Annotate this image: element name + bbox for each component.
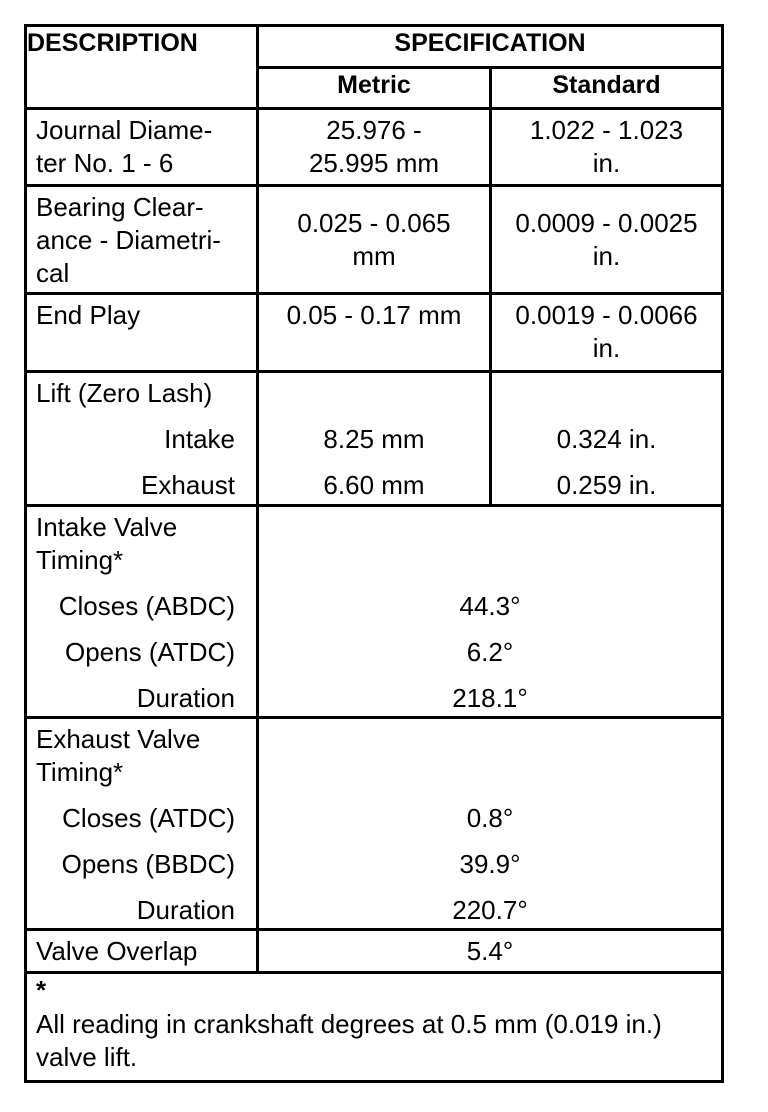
header-specification: SPECIFICATION (258, 26, 723, 68)
header-metric: Metric (258, 67, 491, 109)
intake-timing-description: Intake Valve Timing* Closes (ABDC) Opens (ATDC) Duration (26, 506, 258, 718)
table-row (26, 372, 723, 506)
bearing-description: Bearing Clear- ance - Diametri- cal (26, 186, 258, 294)
endplay-description: End Play (26, 294, 258, 372)
header-description: DESCRIPTION (26, 26, 258, 109)
lift-description: Lift (Zero Lash) Intake Exhaust (26, 372, 258, 506)
table-row (26, 294, 723, 372)
table-row (26, 973, 723, 1082)
header-standard: Standard (491, 67, 723, 109)
overlap-description: Valve Overlap (26, 930, 258, 973)
journal-standard: 1.022 - 1.023 in. (491, 109, 723, 186)
lift-standard: 0.324 in. 0.259 in. (491, 372, 723, 506)
footnote-text: All reading in crankshaft degrees at 0.5 mm (0.019 in.) valve lift. (36, 1009, 662, 1072)
bearing-standard: 0.0009 - 0.0025 in. (491, 186, 723, 294)
bearing-metric: 0.025 - 0.065 mm (258, 186, 491, 294)
table-row (26, 930, 723, 973)
footnote (26, 973, 723, 1082)
exhaust-timing-description: Exhaust Valve Timing* Closes (ATDC) Opens (BBDC) Duration (26, 718, 258, 930)
journal-description: Journal Diame- ter No. 1 - 6 (26, 109, 258, 186)
table-row (26, 109, 723, 186)
table-row (26, 506, 723, 718)
exhaust-timing-values: 0.8° 39.9° 220.7° (258, 718, 723, 930)
overlap-value: 5.4° (258, 930, 723, 973)
table-row (26, 186, 723, 294)
intake-timing-values: 44.3° 6.2° 218.1° (258, 506, 723, 718)
lift-metric: 8.25 mm 6.60 mm (258, 372, 491, 506)
footnote-marker: * (36, 975, 47, 1005)
valve-spec-table (24, 24, 724, 1083)
journal-metric: 25.976 - 25.995 mm (258, 109, 491, 186)
endplay-metric: 0.05 - 0.17 mm (258, 294, 491, 372)
table-row (26, 718, 723, 930)
endplay-standard: 0.0019 - 0.0066 in. (491, 294, 723, 372)
